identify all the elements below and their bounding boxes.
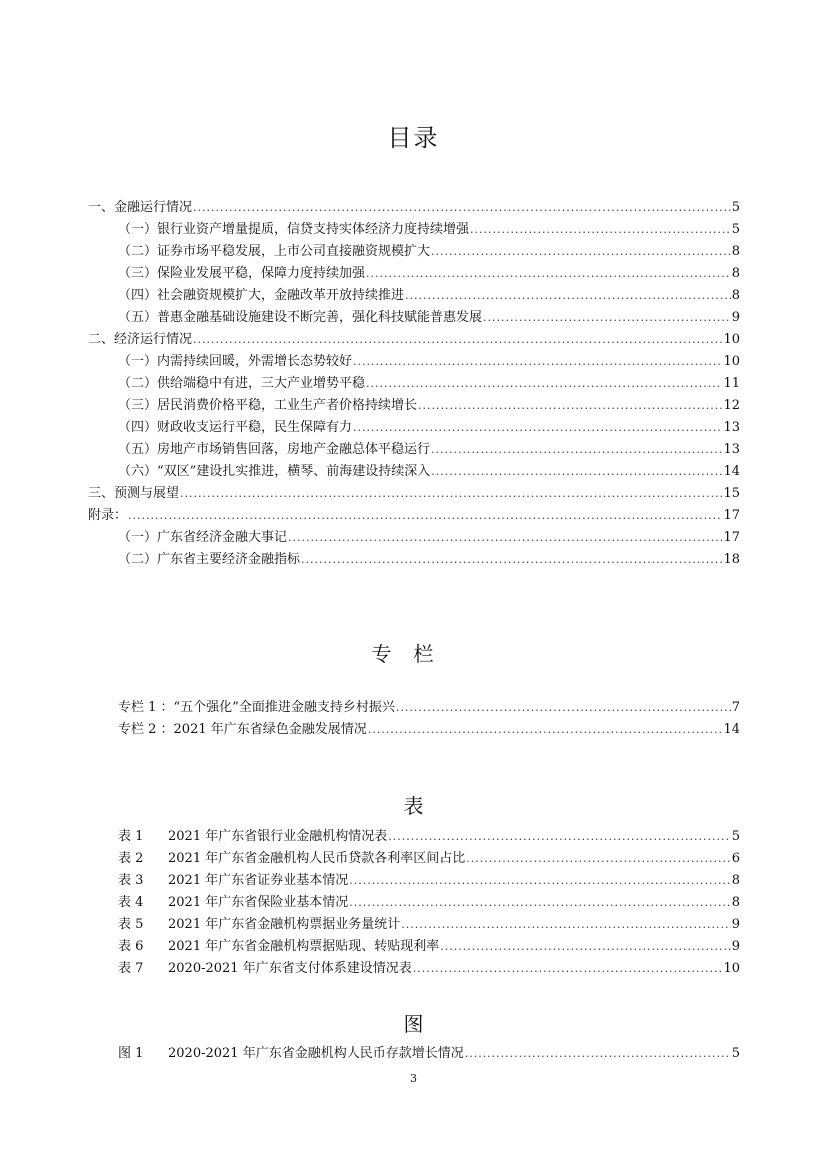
figures-title: 图 bbox=[403, 1012, 424, 1036]
toc-entry[interactable] bbox=[118, 285, 740, 307]
toc-entry-label: 一、金融运行情况 bbox=[88, 200, 193, 215]
toc-entry-label: （一）银行业资产增量提质，信贷支持实体经济力度持续增强 bbox=[118, 222, 470, 237]
table-entry[interactable] bbox=[118, 870, 740, 892]
table-entry-id: 表 5 bbox=[118, 917, 144, 932]
table-entry[interactable] bbox=[118, 848, 740, 870]
toc-entry-label: 附录： bbox=[88, 508, 128, 523]
toc-entry[interactable] bbox=[88, 329, 740, 351]
toc-entry-label: （二）广东省主要经济金融指标 bbox=[118, 552, 301, 567]
toc-entry-label: （一）内需持续回暖，外需增长态势较好 bbox=[118, 354, 353, 369]
table-entry-page: 5 bbox=[731, 829, 740, 844]
toc-entry[interactable] bbox=[118, 461, 740, 483]
table-entry-label: 2021 年广东省保险业基本情况 bbox=[168, 895, 349, 910]
toc-entry-label: （五）房地产市场销售回落，房地产金融总体平稳运行 bbox=[118, 442, 431, 457]
table-entry-id: 表 2 bbox=[118, 851, 144, 866]
column-entry[interactable] bbox=[118, 719, 740, 741]
toc-entry-page: 13 bbox=[723, 420, 740, 435]
toc-entry-page: 5 bbox=[731, 200, 740, 215]
toc-entry-label: （六）“双区”建设扎实推进，横琴、前海建设持续深入 bbox=[118, 464, 431, 479]
figure-entry-page: 5 bbox=[731, 1046, 740, 1061]
toc-entry[interactable] bbox=[118, 417, 740, 439]
dot-leader bbox=[470, 219, 731, 241]
table-entry-id: 表 6 bbox=[118, 939, 144, 954]
dot-leader bbox=[366, 263, 731, 285]
toc-entry[interactable] bbox=[118, 351, 740, 373]
dot-leader bbox=[368, 719, 723, 741]
table-entry[interactable] bbox=[118, 936, 740, 958]
dot-leader bbox=[353, 351, 722, 373]
table-entry-label: 2021 年广东省金融机构票据贴现、转贴现利率 bbox=[168, 939, 440, 954]
column-entry-page: 14 bbox=[723, 722, 740, 737]
columns-title: 专栏 bbox=[371, 642, 456, 666]
toc-entry-page: 10 bbox=[723, 332, 740, 347]
dot-leader bbox=[431, 439, 722, 461]
toc-entry-label: （五）普惠金融基础设施建设不断完善，强化科技赋能普惠发展 bbox=[118, 310, 483, 325]
dot-leader bbox=[465, 1043, 731, 1065]
dot-leader bbox=[440, 936, 731, 958]
toc-entry-label: （二）证券市场平稳发展，上市公司直接融资规模扩大 bbox=[118, 244, 431, 259]
dot-leader bbox=[349, 892, 731, 914]
dot-leader bbox=[418, 395, 722, 417]
table-entry-label: 2020-2021 年广东省支付体系建设情况表 bbox=[168, 961, 412, 976]
toc-title: 目录 bbox=[387, 124, 440, 152]
column-entry-label: 专栏 1 ：“五个强化”全面推进金融支持乡村振兴 bbox=[118, 700, 395, 715]
dot-leader bbox=[405, 285, 731, 307]
toc-entry-label: 二、经济运行情况 bbox=[88, 332, 193, 347]
dot-leader bbox=[301, 549, 722, 571]
table-entry-label: 2021 年广东省金融机构票据业务量统计 bbox=[168, 917, 401, 932]
toc-entry-page: 17 bbox=[723, 508, 740, 523]
dot-leader bbox=[288, 527, 722, 549]
table-entry-label: 2021 年广东省证券业基本情况 bbox=[168, 873, 349, 888]
column-entry[interactable] bbox=[118, 697, 740, 719]
table-entry-page: 8 bbox=[731, 895, 740, 910]
table-entry[interactable] bbox=[118, 958, 740, 980]
toc-entry-page: 8 bbox=[731, 266, 740, 281]
table-entry-label: 2021 年广东省金融机构人民币贷款各利率区间占比 bbox=[168, 851, 466, 866]
dot-leader bbox=[366, 373, 722, 395]
dot-leader bbox=[353, 417, 722, 439]
dot-leader bbox=[401, 914, 731, 936]
table-entry-id: 表 4 bbox=[118, 895, 144, 910]
toc-entry[interactable] bbox=[118, 307, 740, 329]
toc-entry-page: 18 bbox=[723, 552, 740, 567]
table-entry-page: 9 bbox=[731, 939, 740, 954]
toc-entry-label: （二）供给端稳中有进，三大产业增势平稳 bbox=[118, 376, 366, 391]
toc-entry-label: （四）社会融资规模扩大，金融改革开放持续推进 bbox=[118, 288, 405, 303]
table-entry-id: 表 7 bbox=[118, 961, 144, 976]
toc-entry-page: 5 bbox=[731, 222, 740, 237]
toc-entry-page: 12 bbox=[723, 398, 740, 413]
column-entry-page: 7 bbox=[731, 700, 740, 715]
dot-leader bbox=[349, 870, 731, 892]
column-entry-label: 专栏 2 ：2021 年广东省绿色金融发展情况 bbox=[118, 722, 367, 737]
toc-entry-page: 13 bbox=[723, 442, 740, 457]
toc-entry-label: （四）财政收支运行平稳，民生保障有力 bbox=[118, 420, 353, 435]
table-entry[interactable] bbox=[118, 826, 740, 848]
figure-entry[interactable] bbox=[118, 1043, 740, 1065]
toc-entry[interactable] bbox=[118, 439, 740, 461]
toc-entry-page: 11 bbox=[723, 376, 740, 391]
table-entry[interactable] bbox=[118, 914, 740, 936]
table-entry-label: 2021 年广东省银行业金融机构情况表 bbox=[168, 829, 388, 844]
dot-leader bbox=[431, 461, 722, 483]
toc-entry[interactable] bbox=[88, 505, 740, 527]
toc-entry[interactable] bbox=[118, 395, 740, 417]
toc-entry-page: 8 bbox=[731, 288, 740, 303]
table-entry-page: 6 bbox=[731, 851, 740, 866]
table-entry-page: 8 bbox=[731, 873, 740, 888]
toc-entry-label: （一）广东省经济金融大事记 bbox=[118, 530, 288, 545]
toc-entry[interactable] bbox=[118, 549, 740, 571]
toc-entry-page: 17 bbox=[723, 530, 740, 545]
toc-entry[interactable] bbox=[118, 241, 740, 263]
dot-leader bbox=[466, 848, 731, 870]
toc-entry-label: （三）居民消费价格平稳，工业生产者价格持续增长 bbox=[118, 398, 418, 413]
table-entry-page: 9 bbox=[731, 917, 740, 932]
dot-leader bbox=[483, 307, 731, 329]
toc-entry-page: 9 bbox=[731, 310, 740, 325]
dot-leader bbox=[431, 241, 731, 263]
table-entry-id: 表 1 bbox=[118, 829, 144, 844]
dot-leader bbox=[388, 826, 731, 848]
dot-leader bbox=[193, 329, 722, 351]
toc-entry-label: （三）保险业发展平稳，保障力度持续加强 bbox=[118, 266, 366, 281]
toc-entry[interactable] bbox=[88, 197, 740, 219]
dot-leader bbox=[180, 483, 722, 505]
dot-leader bbox=[128, 505, 722, 527]
toc-entry[interactable] bbox=[118, 373, 740, 395]
toc-entry[interactable] bbox=[118, 263, 740, 285]
tables-title: 表 bbox=[403, 794, 424, 818]
page-number: 3 bbox=[410, 1072, 417, 1085]
table-entry[interactable] bbox=[118, 892, 740, 914]
toc-entry-page: 15 bbox=[723, 486, 740, 501]
table-entry-page: 10 bbox=[723, 961, 740, 976]
toc-entry-page: 14 bbox=[723, 464, 740, 479]
toc-entry-page: 8 bbox=[731, 244, 740, 259]
toc-entry-page: 10 bbox=[723, 354, 740, 369]
dot-leader bbox=[413, 958, 723, 980]
toc-entry-label: 三、预测与展望 bbox=[88, 486, 180, 501]
dot-leader bbox=[396, 697, 731, 719]
toc-entry[interactable] bbox=[118, 527, 740, 549]
table-entry-id: 表 3 bbox=[118, 873, 144, 888]
dot-leader bbox=[193, 197, 731, 219]
toc-entry[interactable] bbox=[88, 483, 740, 505]
toc-entry[interactable] bbox=[118, 219, 740, 241]
figure-entry-label: 2020-2021 年广东省金融机构人民币存款增长情况 bbox=[168, 1046, 464, 1061]
figure-entry-id: 图 1 bbox=[118, 1046, 144, 1061]
